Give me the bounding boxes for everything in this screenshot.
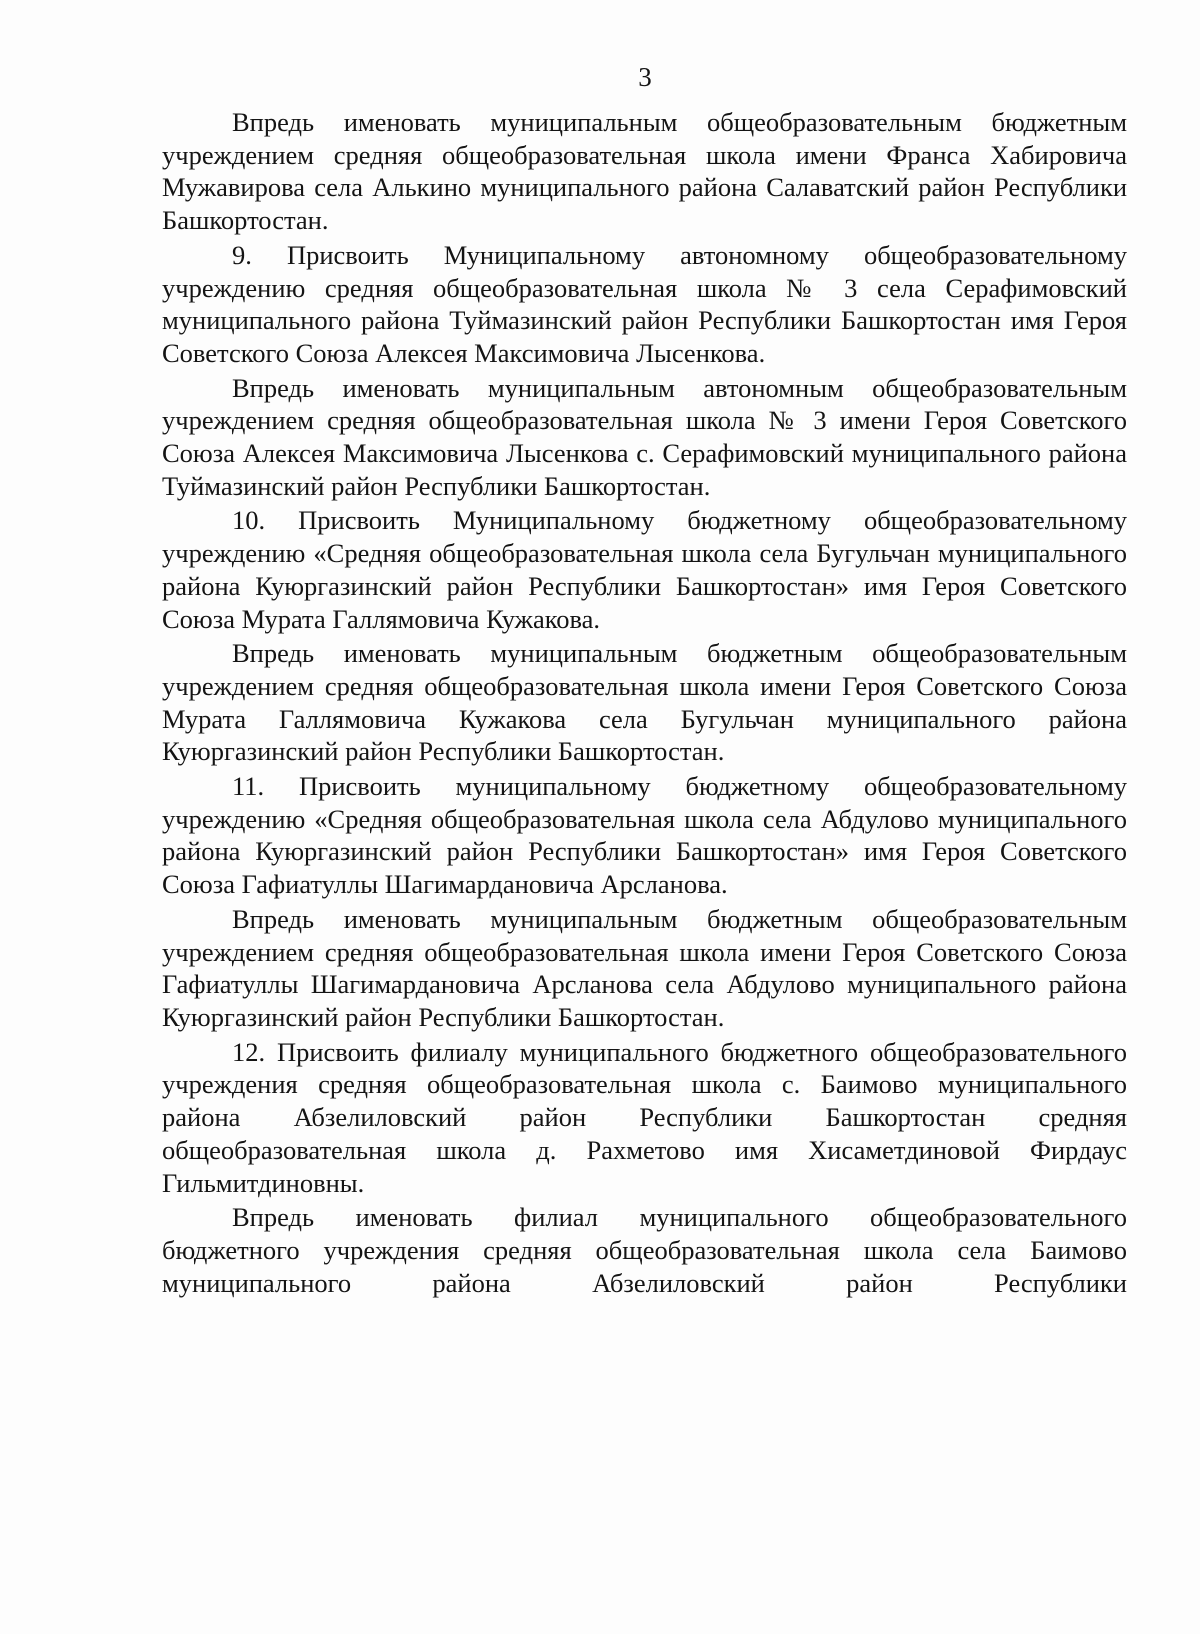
paragraph-rename-bugulchan-school: Впредь именовать муниципальным бюджетным общеобразовательным учреждением средняя общеобразовательная школа имени Героя Советского Союза Мурата Галлямовича Кужакова села Бугульчан муниципального района Куюргазинский район Республики Башкортостан. <box>162 638 1127 767</box>
paragraph-rename-serafimovsky-school: Впредь именовать муниципальным автономным общеобразовательным учреждением средняя общеобразовательная школа № 3 имени Героя Советского Союза Алексея Максимовича Лысенкова с. Серафимовский муниципального района Туймазинский район Республики Башкортостан. <box>162 372 1127 501</box>
paragraph-item-10: 10. Присвоить Муниципальному бюджетному общеобразовательному учреждению «Средняя общеобразовательная школа села Бугульчан муниципального района Куюргазинский район Республики Башкортостан» имя Героя Советского Союза Мурата Галлямовича Кужакова. <box>162 505 1127 634</box>
paragraph-item-9: 9. Присвоить Муниципальному автономному общеобразовательному учреждению средняя общеобразовательная школа № 3 села Серафимовский муниципального района Туймазинский район Республики Башкортостан имя Героя Советского Союза Алексея Максимовича Лысенкова. <box>162 239 1127 368</box>
paragraph-rename-alkino-school: Впредь именовать муниципальным общеобразовательным бюджетным учреждением средняя общеобразовательная школа имени Франса Хабировича Мужавирова села Алькино муниципального района Салаватский район Республики Башкортостан. <box>162 107 1127 236</box>
paragraph-rename-baimovo-branch: Впредь именовать филиал муниципального общеобразовательного бюджетного учреждения средняя общеобразовательная школа села Баимово муниципального района Абзелиловский район Республики <box>162 1202 1127 1298</box>
document-body <box>162 106 1127 1301</box>
paragraph-item-12: 12. Присвоить филиалу муниципального бюджетного общеобразовательного учреждения средняя общеобразовательная школа с. Баимово муниципального района Абзелиловский район Республики Башкортостан средняя общеобразовательная школа д. Рахметово имя Хисаметдиновой Фирдаус Гильмитдиновны. <box>162 1036 1127 1198</box>
paragraph-item-11: 11. Присвоить муниципальному бюджетному общеобразовательному учреждению «Средняя общеобразовательная школа села Абдулово муниципального района Куюргазинский район Республики Башкортостан» имя Героя Советского Союза Гафиатуллы Шагимардановича Арсланова. <box>162 771 1127 900</box>
page-number: 3 <box>638 62 652 92</box>
paragraph-rename-abdulovo-school: Впредь именовать муниципальным бюджетным общеобразовательным учреждением средняя общеобразовательная школа имени Героя Советского Союза Гафиатуллы Шагимардановича Арсланова села Абдулово муниципального района Куюргазинский район Республики Башкортостан. <box>162 903 1127 1032</box>
